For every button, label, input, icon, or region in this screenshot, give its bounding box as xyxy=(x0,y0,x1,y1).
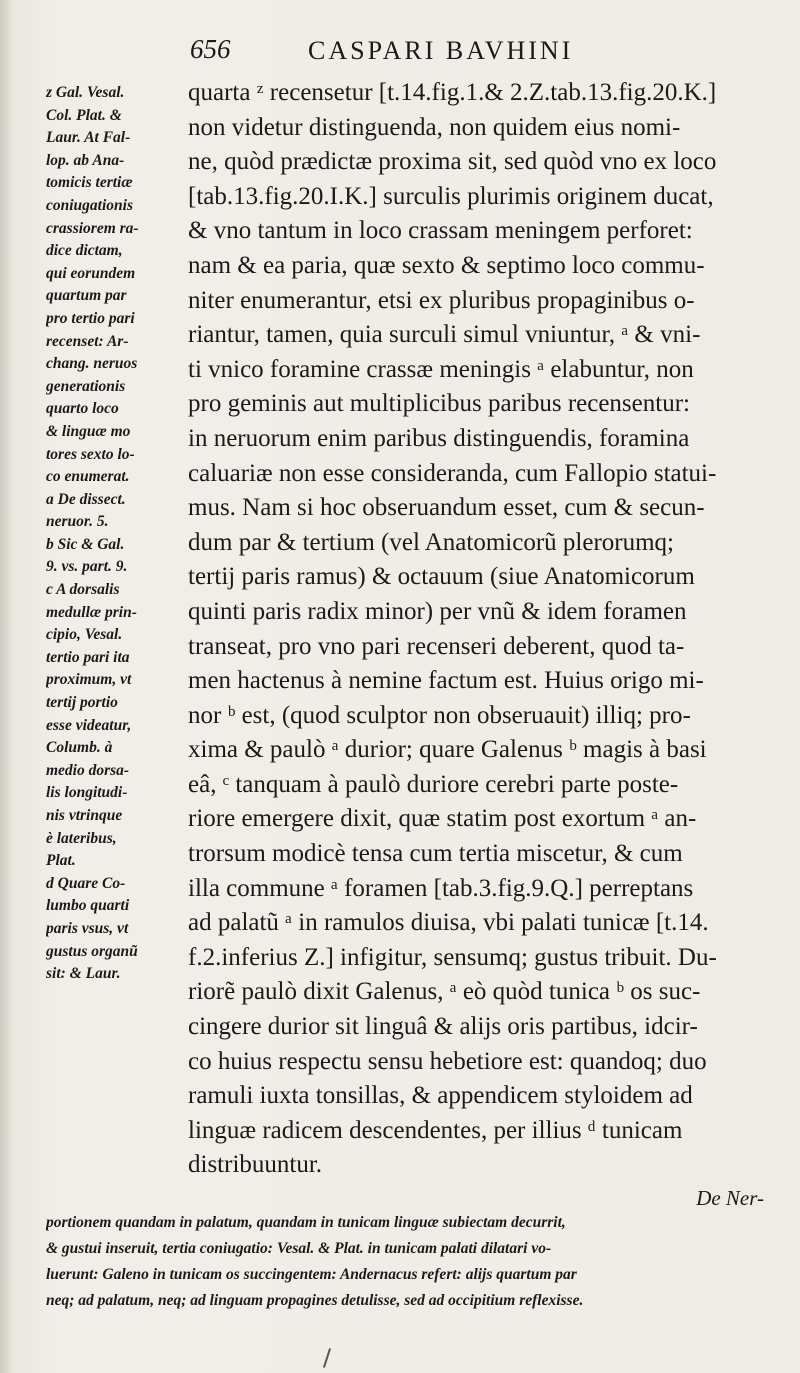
margin-note-line: Laur. At Fal- xyxy=(46,129,131,147)
margin-note-line: c A dorsalis xyxy=(46,581,120,599)
footnote-line: & gustui inseruit, tertia coniugatio: Vesal. & Plat. in tunicam palati dilatari vo- xyxy=(46,1240,552,1257)
text-line: cingere durior sit linguâ & alijs oris partibus, idcir- xyxy=(188,1013,698,1041)
text-line: xima & paulò ᵃ durior; quare Galenus ᵇ magis à basi xyxy=(188,736,707,764)
margin-note-line: Plat. xyxy=(46,852,76,870)
text-line: & vno tantum in loco crassam meningem perforet: xyxy=(188,217,693,245)
page-number: 656 xyxy=(190,34,231,64)
text-line: riore emergere dixit, quæ statim post exortum ᵃ an- xyxy=(188,805,697,833)
margin-note-line: recenset: Ar- xyxy=(46,332,129,350)
footnote-line: neq; ad palatum, neq; ad linguam propagines detulisse, sed ad occipitium reflexisse. xyxy=(46,1292,584,1309)
margin-note-line: neruor. 5. xyxy=(46,513,109,531)
margin-note-line: co enumerat. xyxy=(46,468,130,486)
text-line: nam & ea paria, quæ sexto & septimo loco commu- xyxy=(188,251,705,279)
text-line: trorsum modicè tensa cum tertia miscetur, & cum xyxy=(188,840,683,868)
margin-note-line: tertij portio xyxy=(46,694,118,712)
margin-note-line: pro tertio pari xyxy=(46,309,135,327)
text-line: tertij paris ramus) & octauum (siue Anatomicorum xyxy=(188,563,695,591)
margin-note-line: cipio, Vesal. xyxy=(46,626,123,644)
margin-note-line: dice dictam, xyxy=(46,242,123,260)
margin-note-line: lis longitudi- xyxy=(46,784,128,802)
text-line: mus. Nam si hoc obseruandum esset, cum & secun- xyxy=(188,494,705,522)
text-line: dum par & tertium (vel Anatomicorũ plerorumq; xyxy=(188,528,674,556)
margin-note-line: Columb. à xyxy=(46,739,113,757)
margin-note-line: tomicis tertiæ xyxy=(46,174,133,192)
margin-note-line: tores sexto lo- xyxy=(46,445,135,463)
text-line: nor ᵇ est, (quod sculptor non obseruauit) illiq; pro- xyxy=(188,701,691,729)
footnote-line: luerunt: Galeno in tunicam os succingentem: Andernacus refert: alijs quartum par xyxy=(46,1266,577,1283)
margin-note-line: Col. Plat. & xyxy=(46,106,122,124)
text-line: f.2.inferius Z.] infigitur, sensumq; gustus tribuit. Du- xyxy=(188,943,717,971)
text-line: riantur, tamen, quia surculi simul vniuntur, ᵃ & vni- xyxy=(188,321,701,349)
text-line: non videtur distinguenda, non quidem eius nomi- xyxy=(188,113,681,141)
text-line: ramuli iuxta tonsillas, & appendicem styloidem ad xyxy=(188,1082,693,1110)
margin-note-line: quarto loco xyxy=(46,400,119,418)
margin-notes xyxy=(46,82,186,986)
margin-note-line: è lateribus, xyxy=(46,829,117,847)
margin-note-line: chang. neruos xyxy=(46,355,138,373)
text-line: in neruorum enim paribus distinguendis, foramina xyxy=(188,424,690,452)
margin-note-line: medio dorsa- xyxy=(46,761,130,779)
running-title: CASPARI BAVHINI xyxy=(308,36,574,65)
margin-note-line: coniugationis xyxy=(46,196,133,214)
margin-note-line: esse videatur, xyxy=(46,716,132,734)
margin-note-line: & linguæ mo xyxy=(46,422,131,440)
margin-note-line: paris vsus, vt xyxy=(46,919,129,937)
text-line: illa commune ᵃ foramen [tab.3.fig.9.Q.] perreptans xyxy=(188,874,694,902)
catchword: De Ner- xyxy=(696,1186,764,1210)
margin-note-line: b Sic & Gal. xyxy=(46,535,125,553)
text-line: niter enumerantur, etsi ex pluribus propaginibus o- xyxy=(188,286,695,314)
text-line: pro geminis aut multiplicibus paribus recensentur: xyxy=(188,390,690,418)
margin-note-line: medullæ prin- xyxy=(46,603,137,621)
margin-note-line: 9. vs. part. 9. xyxy=(46,558,128,576)
text-line: ne, quòd prædictæ proxima sit, sed quòd vno ex loco xyxy=(188,148,717,176)
margin-note-line: tertio pari ita xyxy=(46,648,130,666)
text-line: eâ, ᶜ tanquam à paulò duriore cerebri parte poste- xyxy=(188,770,679,798)
text-line: transeat, pro vno pari recenseri deberent, quod ta- xyxy=(188,632,685,660)
margin-note-line: lop. ab Ana- xyxy=(46,151,125,169)
text-line: [tab.13.fig.20.I.K.] surculis plurimis originem ducat, xyxy=(188,182,714,210)
margin-note-line: generationis xyxy=(46,377,126,395)
text-line: ad palatũ ᵃ in ramulos diuisa, vbi palati tunicæ [t.14. xyxy=(188,909,709,937)
margin-note-line: z Gal. Vesal. xyxy=(46,84,125,101)
margin-note-line: qui eorundem xyxy=(46,264,136,282)
text-line: men hactenus à nemine factum est. Huius origo mi- xyxy=(188,667,704,695)
margin-note-line: a De dissect. xyxy=(46,490,126,508)
margin-note-line: lumbo quarti xyxy=(46,897,130,915)
margin-note-line: d Quare Co- xyxy=(46,874,126,892)
margin-note-line: gustus organũ xyxy=(46,942,138,960)
text-line: ti vnico foramine crassæ meningis ᵃ elabuntur, non xyxy=(188,355,694,383)
margin-note-line: proximum, vt xyxy=(46,671,132,689)
text-line: linguæ radicem descendentes, per illius ᵈ tunicam xyxy=(188,1116,683,1144)
text-line: caluariæ non esse consideranda, cum Fallopio statui- xyxy=(188,459,717,487)
margin-note-line: quartum par xyxy=(46,287,127,305)
text-line: quinti paris radix minor) per vnũ & idem foramen xyxy=(188,597,687,625)
margin-note-line: nis vtrinque xyxy=(46,807,123,824)
ink-mark xyxy=(323,1348,331,1368)
text-line: co huius respectu sensu hebetiore est: quandoq; duo xyxy=(188,1047,707,1075)
footnote-continuation xyxy=(46,1210,776,1314)
footnote-line: portionem quandam in palatum, quandam in tunicam linguæ subiectam decurrit, xyxy=(46,1214,566,1231)
main-text-block xyxy=(188,76,773,1183)
margin-note-line: crassiorem ra- xyxy=(46,219,139,237)
text-line: quarta ᶻ recensetur [t.14.fig.1.& 2.Z.tab.13.fig.20.K.] xyxy=(188,79,717,106)
text-line: distribuuntur. xyxy=(188,1151,323,1179)
text-line: riorẽ paulò dixit Galenus, ᵃ eò quòd tunica ᵇ os suc- xyxy=(188,978,701,1006)
margin-note-line: sit: & Laur. xyxy=(46,965,121,983)
page-header xyxy=(190,30,790,70)
